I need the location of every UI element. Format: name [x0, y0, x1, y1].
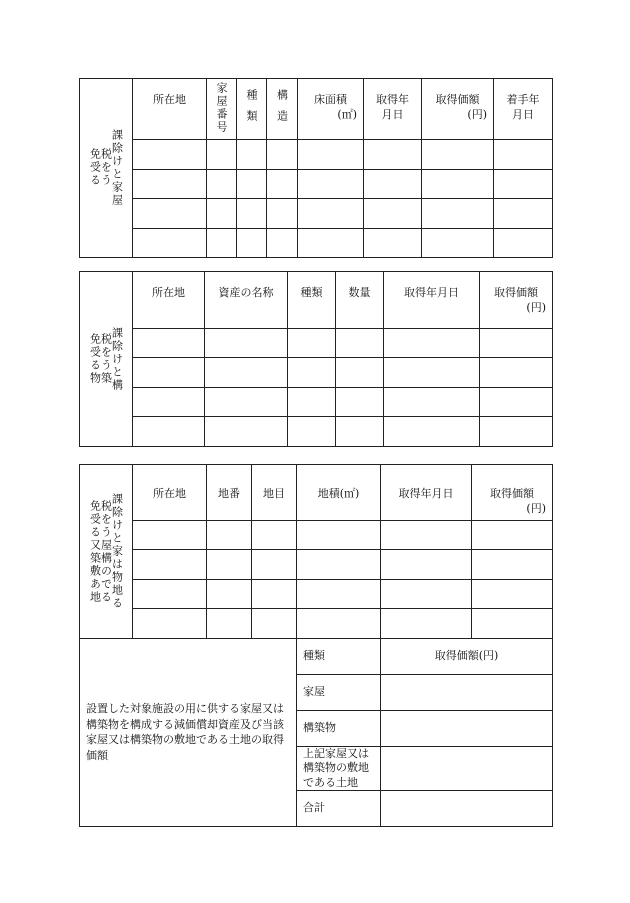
section4-price-cell[interactable]: [381, 711, 553, 747]
row-header-col: 免受る物: [88, 333, 102, 385]
header-floor-area: 床面積 (㎡): [298, 79, 364, 140]
header-asset-name: 資産の名称: [205, 272, 288, 329]
header-acquisition-date: 取得年月日: [381, 465, 472, 521]
section1-row-header: [80, 79, 133, 258]
row-header-col: 課除けと家屋: [110, 128, 124, 207]
section4-description: 設置した対象施設の用に供する家屋又は構築物を構成する減価償却資産及び当該家屋又は構築物の敷地である土地の取得価額: [80, 639, 297, 827]
row-header-col: 税をう: [99, 148, 113, 188]
row-header-col: 免受る又築敷あ地: [88, 499, 102, 604]
section4-price-cell[interactable]: [381, 747, 553, 791]
table-row: [80, 417, 553, 447]
table-row: [80, 358, 553, 388]
section4-price-cell[interactable]: [381, 675, 553, 711]
header-type: 種類: [288, 272, 336, 329]
row-header-col: 課除けと家は物地る: [110, 493, 124, 610]
section3-row-header: [80, 465, 133, 639]
table-row: [80, 580, 553, 609]
header-lot-number: 地番: [207, 465, 252, 521]
header-type: 種類: [237, 79, 267, 140]
header-acquisition-date: 取得年月日: [384, 272, 480, 329]
header-location: 所在地: [133, 79, 207, 140]
table-row: [80, 228, 553, 257]
table-row: [80, 169, 553, 198]
row-header-col: 税をう屋構のでる: [99, 499, 113, 604]
table-row: [80, 198, 553, 228]
table-row: [80, 550, 553, 580]
section4-row-label: 構築物: [297, 711, 381, 747]
header-quantity: 数量: [336, 272, 384, 329]
table-row: [80, 609, 553, 639]
row-header-col: 税をう築: [99, 333, 113, 385]
header-acquisition-date: 取得年 月日: [364, 79, 422, 140]
header-house-number: 家屋番号: [207, 79, 237, 140]
header-acquisition-price: 取得価額 (円): [472, 465, 553, 521]
table-row: [80, 139, 553, 169]
row-header-col: 課除けと構: [110, 326, 124, 392]
section3-table: [79, 464, 553, 827]
section4-type-header: 種類: [297, 639, 381, 675]
section4-price-cell[interactable]: [381, 790, 553, 826]
header-structure: 構造: [267, 79, 298, 140]
section4-row-label: 家屋: [297, 675, 381, 711]
section4-row-label: 上記家屋又は構築物の敷地である土地: [297, 747, 381, 791]
table-row: [80, 521, 553, 550]
header-land-area: 地積(㎡): [297, 465, 381, 521]
header-acquisition-price: 取得価額 (円): [422, 79, 494, 140]
row-header-col: 免受る: [88, 148, 102, 188]
section4-row-label: 合計: [297, 790, 381, 826]
header-land-category: 地目: [252, 465, 297, 521]
header-start-date: 着手年 月日: [494, 79, 553, 140]
header-acquisition-price: 取得価額 (円): [480, 272, 553, 329]
header-location: 所在地: [133, 465, 207, 521]
table-row: [80, 329, 553, 358]
header-location: 所在地: [133, 272, 205, 329]
section2-row-header: [80, 272, 133, 447]
section4-price-header: 取得価額(円): [381, 639, 553, 675]
section2-table: [79, 271, 553, 447]
section1-table: [79, 78, 553, 258]
table-row: [80, 388, 553, 417]
